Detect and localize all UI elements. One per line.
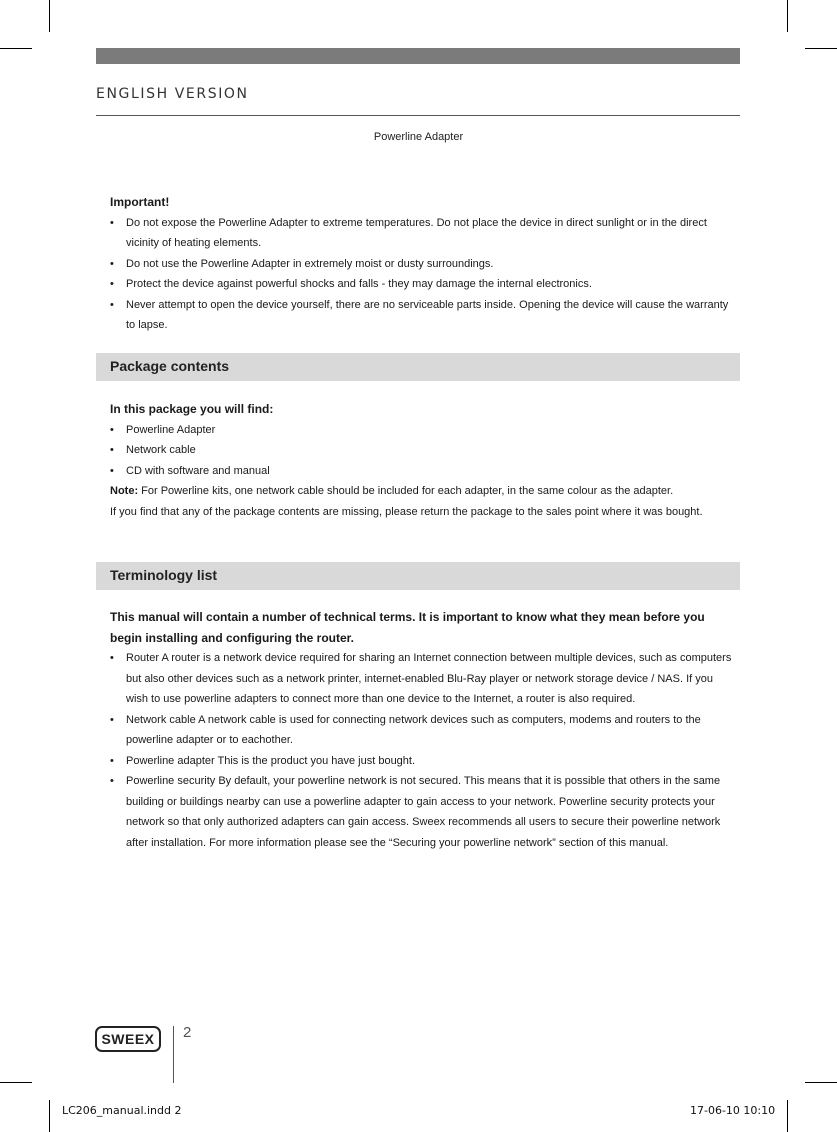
bullet: • (110, 257, 114, 270)
page-number: 2 (183, 1024, 192, 1041)
list-item: • Powerline adapter This is the product you have just bought. (110, 751, 738, 772)
bullet: • (110, 754, 114, 767)
section-header-package (96, 353, 740, 381)
header-bar (96, 48, 740, 64)
terminology-list (110, 648, 738, 853)
list-item: • Protect the device against powerful shocks and falls - they may damage the internal electronics. (110, 274, 738, 295)
section-title: Terminology list (110, 567, 218, 583)
list-item: • Router A router is a network device required for sharing an Internet connection between multiple devices, such as computers but also other devices such as a network printer, internet-enabled Blu-Ray player or network storage device / NAS. If you wish to use powerline adapters to connect more than one device to the Internet, a router is also required. (110, 648, 738, 710)
crop-mark (805, 1082, 837, 1083)
section-header-terminology (96, 562, 740, 590)
section-title: Package contents (110, 358, 230, 374)
crop-mark (0, 48, 32, 49)
bullet: • (110, 444, 114, 456)
footer-divider (173, 1026, 174, 1083)
package-note (110, 481, 738, 502)
list-item: • Do not use the Powerline Adapter in extremely moist or dusty surroundings. (110, 254, 738, 275)
list-item: • Powerline security By default, your powerline network is not secured. This means that it is possible that others in the same building or buildings nearby can use a powerline adapter to gain access to your network. Powerline security protects your network so that only authorized adapters can gain access. Sweex recommends all users to secure their powerline network after installation. For more information please see the “Securing your powerline network” section of this manual. (110, 771, 738, 853)
package-intro: In this package you will find: (110, 402, 274, 416)
crop-mark (49, 1100, 50, 1132)
bullet: • (110, 713, 114, 726)
language-label: ENGLISH VERSION (96, 86, 249, 102)
bullet: • (110, 298, 114, 311)
bullet: • (110, 216, 114, 229)
list-item: • Powerline Adapter (110, 420, 738, 441)
list-item: • CD with software and manual (110, 461, 738, 482)
slug-filename: LC206_manual.indd 2 (62, 1104, 182, 1117)
header-rule (96, 115, 740, 116)
crop-mark (805, 48, 837, 49)
bullet: • (110, 278, 114, 290)
important-list (110, 213, 738, 336)
bullet: • (110, 423, 114, 436)
package-block (110, 399, 738, 522)
crop-mark (0, 1082, 32, 1083)
crop-mark (787, 0, 788, 32)
bullet: • (110, 464, 114, 477)
terminology-intro: This manual will contain a number of technical terms. It is important to know what they mean before you begin installing and configuring the router. (110, 610, 705, 645)
list-item: • Never attempt to open the device yourself, there are no serviceable parts inside. Opening the device will cause the warranty to lapse. (110, 295, 738, 336)
crop-mark (49, 0, 50, 32)
list-item: • Network cable (110, 440, 738, 461)
sweex-logo (95, 1026, 161, 1052)
logo-text: SWEEX (101, 1031, 155, 1047)
slug-datetime: 17-06-10 10:10 (690, 1104, 776, 1117)
list-item: • Do not expose the Powerline Adapter to extreme temperatures. Do not place the device in direct sunlight or in the direct vicinity of heating elements. (110, 213, 738, 254)
terminology-block (110, 607, 738, 853)
note-label: Note: (110, 485, 139, 497)
bullet: • (110, 775, 114, 787)
package-list (110, 420, 738, 482)
document-title: Powerline Adapter (373, 131, 464, 143)
list-item: • Network cable A network cable is used for connecting network devices such as computers, modems and routers to the powerline adapter or to eachother. (110, 710, 738, 751)
package-missing-text: If you find that any of the package contents are missing, please return the package to the sales point where it was bought. (110, 505, 703, 518)
note-text: For Powerline kits, one network cable should be included for each adapter, in the same colour as the adapter. (138, 485, 674, 497)
crop-mark (787, 1100, 788, 1132)
bullet: • (110, 652, 114, 664)
important-block (110, 192, 738, 336)
important-heading: Important! (110, 195, 170, 209)
